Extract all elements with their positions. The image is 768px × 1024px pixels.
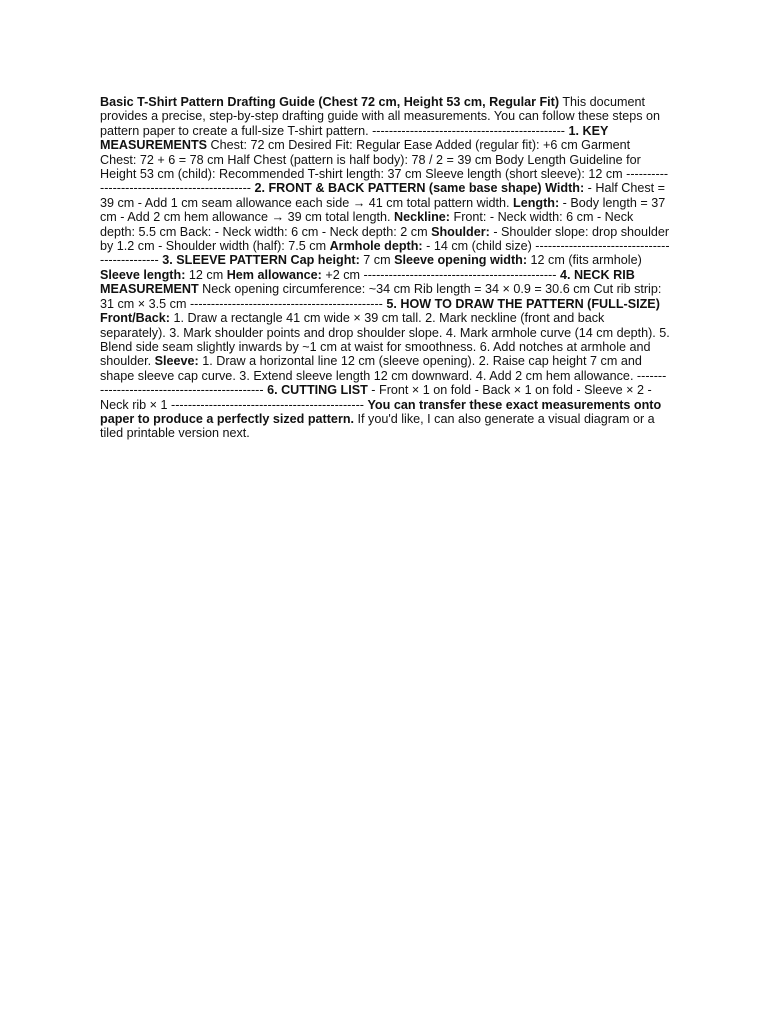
text-run: Front: - Neck width: 6 cm - Neck depth: 5.5 cm Back: - Neck width: 6 cm - Neck depth: 2 cm xyxy=(100,210,634,239)
text-run: +2 cm ---------------------------------------------- xyxy=(321,267,560,282)
bold-text-run: Shoulder: xyxy=(431,224,490,239)
text-run: - Shoulder slope: drop shoulder by 1.2 cm - Shoulder width (half): 7.5 cm xyxy=(100,224,670,254)
bold-text-run: Basic T-Shirt Pattern Drafting Guide (Chest 72 cm, Height 53 cm, Regular Fit) xyxy=(100,95,560,109)
text-run: 7 cm xyxy=(359,253,395,268)
bold-text-run: Sleeve: xyxy=(154,354,199,369)
bold-text-run: 6. CUTTING LIST xyxy=(267,383,368,398)
text-run: Neck opening circumference: ~34 cm Rib length = 34 × 0.9 = 30.6 cm Cut rib strip: 31 cm × 3.5 cm ---------------------------------------------- xyxy=(100,282,662,311)
text-run: 12 cm (fits armhole) xyxy=(527,253,642,268)
text-run: This document provides a precise, step-by-step drafting guide with all measurements. You can follow these steps on pattern paper to create a full-size T-shirt pattern. ---------------------------------------------- xyxy=(100,95,661,138)
text-run: - Body length = 37 cm - Add 2 cm hem allowance → 39 cm total length. xyxy=(100,195,666,225)
bold-text-run: 3. SLEEVE PATTERN Cap height: xyxy=(162,253,360,268)
text-run: 12 cm xyxy=(185,267,227,282)
text-run: Chest: 72 cm Desired Fit: Regular Ease Added (regular fit): +6 cm Garment Chest: 72 + 6 = 78 cm Half Chest (pattern is half body): 78 / 2 = 39 cm Body Length Guideline for Height 53 cm (child): Recommended T-shirt length: 37 cm Sleeve length (short sleeve): 12 cm ---------------------------------------------- xyxy=(100,138,669,196)
bold-text-run: Armhole depth: xyxy=(329,239,423,254)
bold-text-run: 2. FRONT & BACK PATTERN (same base shape) Width: xyxy=(254,181,585,196)
text-run: - Half Chest = 39 cm - Add 1 cm seam allowance each side → 41 cm total pattern width. xyxy=(100,181,666,210)
bold-text-run: 4. NECK RIB MEASUREMENT xyxy=(100,267,635,297)
text-run: 1. Draw a rectangle 41 cm wide × 39 cm tall. 2. Mark neckline (front and back separately). 3. Mark shoulder points and drop shoulder slope. 4. Mark armhole curve (14 cm depth). 5. Blend side seam slightly inwards by ~1 cm at waist for smoothness. 6. Add notches at armhole and shoulder. xyxy=(100,311,670,369)
bold-text-run: You can transfer these exact measurements onto paper to produce a perfectly sized pattern. xyxy=(100,397,662,426)
bold-text-run: 5. HOW TO DRAW THE PATTERN (FULL-SIZE) Front/Back: xyxy=(100,296,660,326)
bold-text-run: Hem allowance: xyxy=(226,267,322,282)
text-run: - Front × 1 on fold - Back × 1 on fold - Sleeve × 2 - Neck rib × 1 ---------------------------------------------- xyxy=(100,383,652,412)
text-run: 1. Draw a horizontal line 12 cm (sleeve opening). 2. Raise cap height 7 cm and shape sleeve cap curve. 3. Extend sleeve length 12 cm downward. 4. Add 2 cm hem allowance. ---------------------------------------------- xyxy=(100,354,667,398)
bold-text-run: 1. KEY MEASUREMENTS xyxy=(100,123,609,153)
bold-text-run: Length: xyxy=(513,195,560,210)
text-run: - 14 cm (child size) ---------------------------------------------- xyxy=(100,239,670,268)
text-run: If you'd like, I can also generate a visual diagram or a tiled printable version next. xyxy=(100,411,655,441)
document-body-text xyxy=(100,95,670,441)
bold-text-run: Neckline: xyxy=(394,210,450,225)
bold-text-run: Sleeve length: xyxy=(100,267,186,282)
bold-text-run: Sleeve opening width: xyxy=(394,253,528,268)
